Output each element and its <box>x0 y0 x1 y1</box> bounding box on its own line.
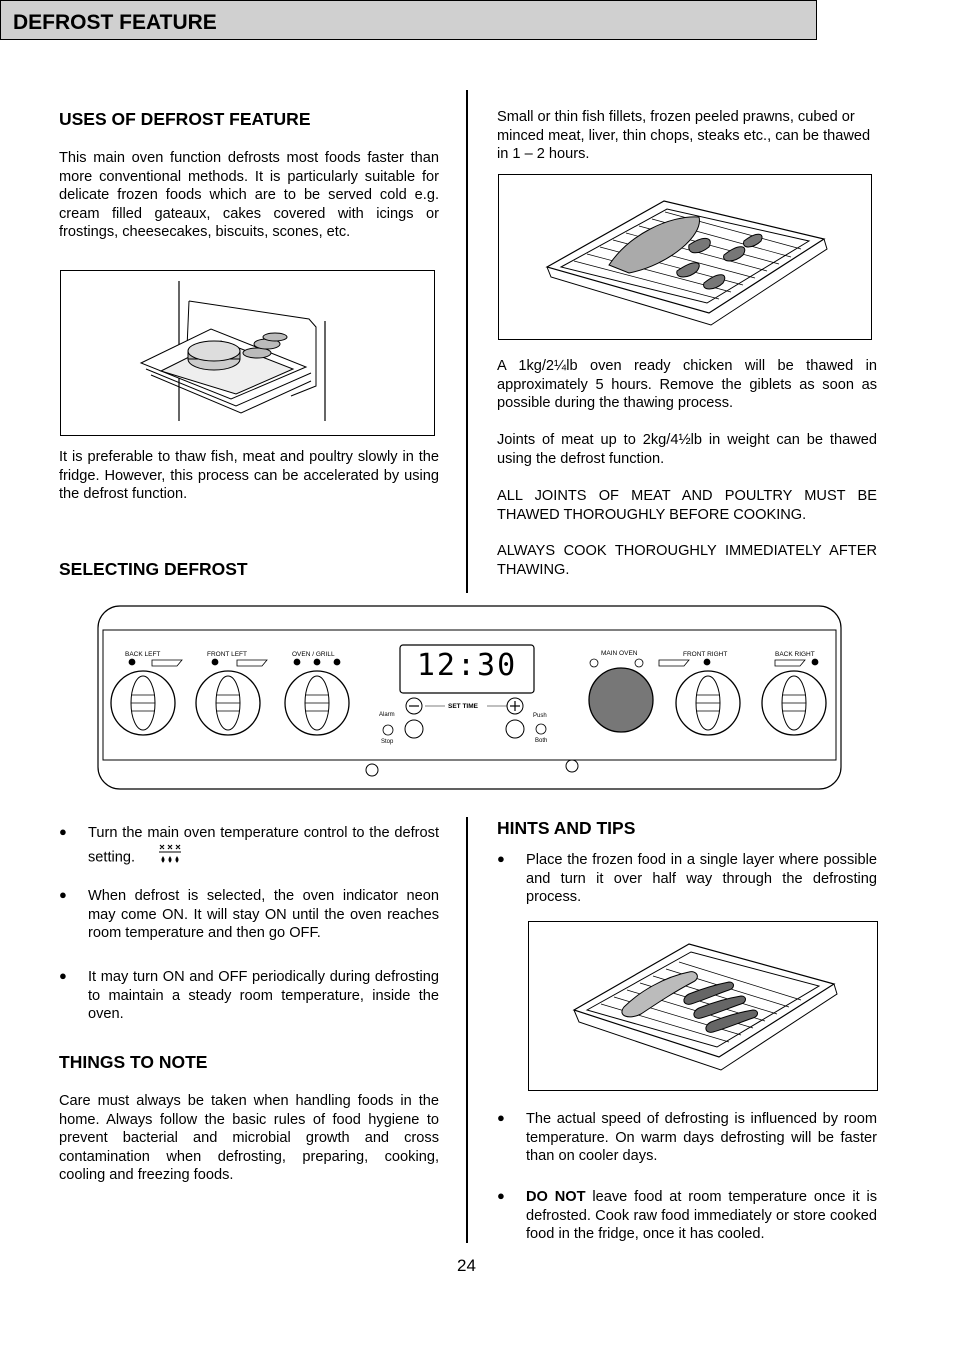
label-front-right: FRONT RIGHT <box>683 651 728 658</box>
defrost-icon <box>157 843 183 873</box>
knob-back-left[interactable] <box>111 671 175 735</box>
bullet-dot: ● <box>59 824 67 839</box>
label-push: Push <box>533 713 547 719</box>
hints-heading: HINTS AND TIPS <box>497 818 636 838</box>
label-oven-grill: OVEN / GRILL <box>292 651 335 658</box>
oven-shelf-illustration <box>61 271 434 435</box>
sausage-grill-figure <box>528 921 878 1091</box>
plus-button[interactable] <box>507 698 523 714</box>
clock-icon <box>536 724 546 734</box>
uses-text: This main oven function defrosts most foods faster than more conventional methods. It is particularly suitable for delicate frozen foods which are to be served cold e.g. cream filled gateaux, cakes covered with icings or frostings, cheesecakes, biscuits, scones, etc. <box>59 150 439 241</box>
fish-grill-illustration <box>499 175 871 339</box>
bullet-neon <box>59 887 439 943</box>
thaw-text: It is preferable to thaw fish, meat and poultry slowly in the fridge. However, this process can be accelerated by using the defrost function. <box>59 449 439 503</box>
things-text: Care must always be taken when handling foods in the home. Always follow the basic rules of food hygiene to prevent bacterial and microbial growth and cross contamination when defrosting, preparing, cooking, cooling and freezing foods. <box>59 1093 439 1184</box>
label-both: Both <box>535 738 548 744</box>
bullet-periodic-text: It may turn ON and OFF periodically during defrosting to maintain a steady room temperature, inside the oven. <box>88 969 439 1023</box>
knob-front-left[interactable] <box>196 671 260 735</box>
label-back-left: BACK LEFT <box>125 651 161 658</box>
sausage-grill-illustration <box>529 922 877 1090</box>
panel-controls <box>97 605 843 791</box>
selecting-heading: SELECTING DEFROST <box>59 559 248 579</box>
hint-single-layer <box>497 851 877 907</box>
bullet-dot: ● <box>59 968 67 983</box>
warning-cook: ALWAYS COOK THOROUGHLY IMMEDIATELY AFTER THAWING. <box>497 543 877 578</box>
things-heading: THINGS TO NOTE <box>59 1052 208 1072</box>
bullet-dot: ● <box>497 851 505 866</box>
bullet-dot: ● <box>59 887 67 902</box>
hint-do-not <box>497 1188 877 1244</box>
title-bar <box>0 0 817 40</box>
label-stop: Stop <box>381 739 394 745</box>
bullet-dot: ● <box>497 1110 505 1125</box>
chicken-text: A 1kg/2¼lb oven ready chicken will be thawed in approximately 5 hours. Remove the giblets as soon as possible during the thawing process. <box>497 358 877 412</box>
oven-shelf-figure <box>60 270 435 436</box>
joints-text: Joints of meat up to 2kg/4½lb in weight can be thawed using the defrost function. <box>497 432 877 467</box>
warning-joints: ALL JOINTS OF MEAT AND POULTRY MUST BE THAWED THOROUGHLY BEFORE COOKING. <box>497 488 877 523</box>
neon-indicator-left <box>366 764 378 776</box>
label-front-left: FRONT LEFT <box>207 651 247 658</box>
hint-room-temperature <box>497 1110 877 1166</box>
uses-heading: USES OF DEFROST FEATURE <box>59 109 311 129</box>
hint-single-layer-text: Place the frozen food in a single layer where possible and turn it over half way through the defrosting process. <box>526 852 877 906</box>
hint-room-temperature-text: The actual speed of defrosting is influenced by room temperature. On warm days defrosting will be faster than on cooler days. <box>526 1111 877 1165</box>
fish-grill-figure <box>498 174 872 340</box>
label-alarm: Alarm <box>379 712 395 718</box>
hint-do-not-text: leave food at room temperature once it is defrosted. Cook raw food immediately or store cooked food in the fridge, once it has cooled. <box>526 1189 877 1243</box>
page-number: 24 <box>457 1256 476 1275</box>
knob-main-oven[interactable] <box>589 668 653 732</box>
neon-indicator-right <box>566 760 578 772</box>
bullet-dot: ● <box>497 1188 505 1203</box>
page-title: DEFROST FEATURE <box>13 11 217 34</box>
column-divider-top <box>466 90 468 593</box>
alarm-stop-button[interactable] <box>405 720 423 738</box>
knob-oven-grill[interactable] <box>285 671 349 735</box>
push-both-button[interactable] <box>506 720 524 738</box>
bullet-defrost-setting <box>59 824 439 872</box>
knob-back-right[interactable] <box>762 671 826 735</box>
label-set-time: SET TIME <box>448 703 478 710</box>
bullet-neon-text: When defrost is selected, the oven indicator neon may come ON. It will stay ON until the oven reaches room temperature and then go OFF. <box>88 888 439 942</box>
label-main-oven: MAIN OVEN <box>601 650 638 657</box>
bell-icon <box>383 725 393 735</box>
knob-front-right[interactable] <box>676 671 740 735</box>
minus-button[interactable] <box>406 698 422 714</box>
hint-do-not-bold: DO NOT <box>526 1189 586 1205</box>
fish-text: Small or thin fish fillets, frozen peeled prawns, cubed or minced meat, liver, thin chops, steaks etc., can be thawed in 1 – 2 hours. <box>497 109 871 163</box>
clock-readout: 12:30 <box>416 648 518 683</box>
label-back-right: BACK RIGHT <box>775 651 815 658</box>
bullet-defrost-setting-text: Turn the main oven temperature control to the defrost setting. <box>88 825 439 866</box>
column-divider-bottom <box>466 817 468 1243</box>
bullet-periodic <box>59 968 439 1024</box>
